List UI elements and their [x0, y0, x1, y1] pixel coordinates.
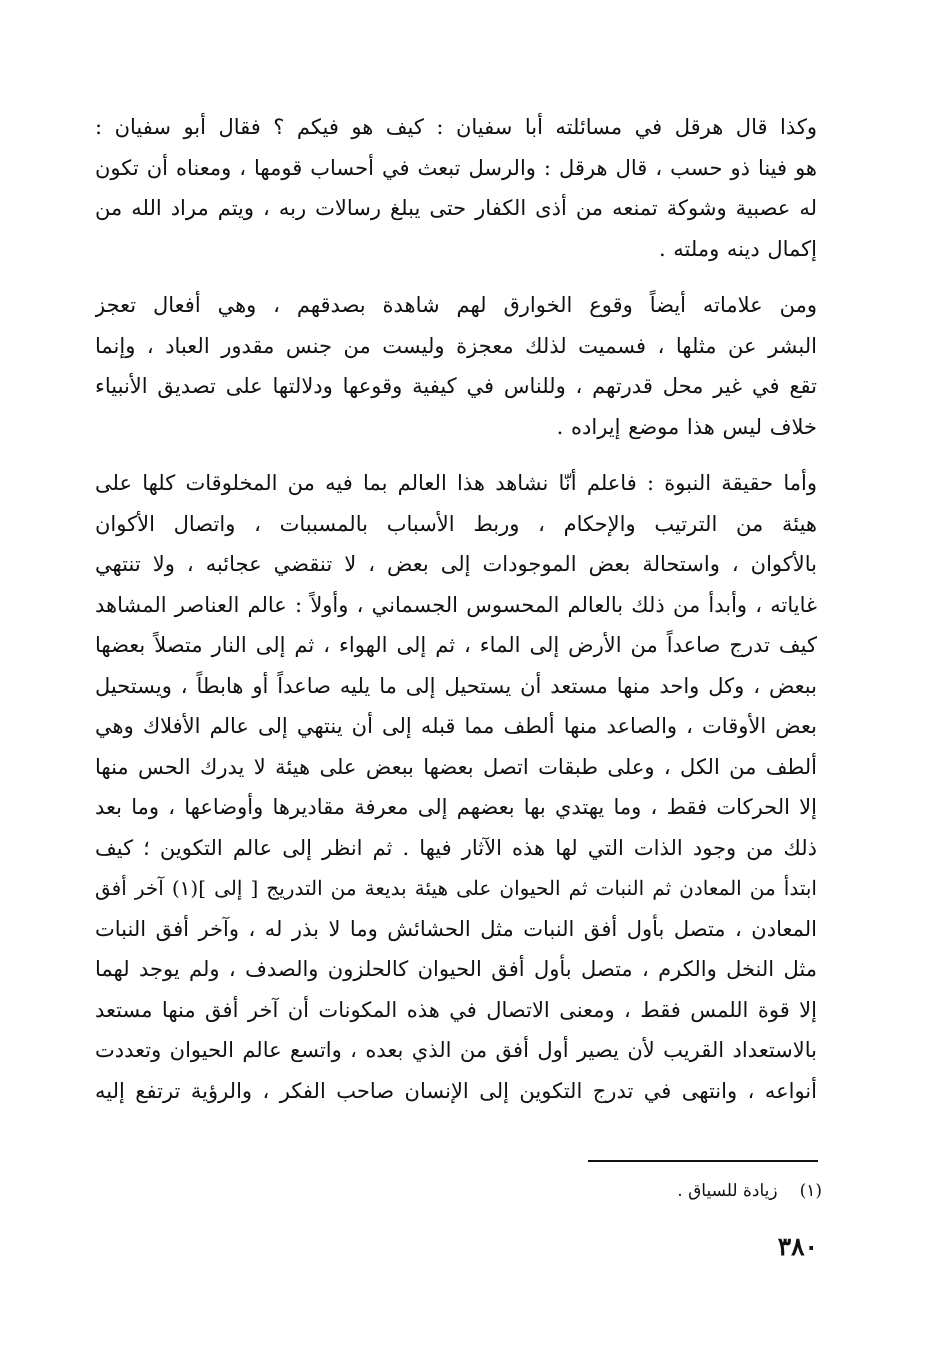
text-line: ابتدأ من المعادن ثم النبات ثم الحيوان على هيئة بديعة من التدريج [ إلى ](١) آخر أفق — [95, 876, 817, 900]
text-line: إلا قوة اللمس فقط ، ومعنى الاتصال في هذه المكونات أن آخر أفق منها مستعد — [95, 997, 817, 1022]
text-line: تقع في غير محل قدرتهم ، وللناس في كيفية وقوعها ودلالتها على تصديق الأنبياء — [95, 374, 817, 398]
text-line: البشر عن مثلها ، فسميت لذلك معجزة وليست من جنس مقدور العباد ، وإنما — [95, 333, 817, 358]
text-line: هيئة من الترتيب والإحكام ، وربط الأسباب بالمسببات ، واتصال الأكوان — [95, 511, 817, 536]
text-line: ذلك من وجود الذات التي لها هذه الآثار فيها . ثم انظر إلى عالم التكوين ؛ كيف — [95, 835, 817, 860]
text-line: مثل النخل والكرم ، متصل بأول أفق الحيوان كالحلزون والصدف ، ولم يوجد لهما — [95, 957, 817, 981]
text-line: بالأكوان ، واستحالة بعض الموجودات إلى بعض ، لا تنقضي عجائبه ، ولا تنتهي — [95, 552, 817, 576]
text-line: بالاستعداد القريب لأن يصير أول أفق من الذي بعده ، واتسع عالم الحيوان وتعددت — [95, 1038, 817, 1062]
text-line: ومن علاماته أيضاً وقوع الخوارق لهم شاهدة بصدقهم ، وهي أفعال تعجز — [95, 293, 817, 317]
text-line: غاياته ، وأبدأ من ذلك بالعالم المحسوس الجسماني ، وأولاً : عالم العناصر المشاهد — [95, 592, 817, 617]
text-line: وكذا قال هرقل في مسائلته أبا سفيان : كيف هو فيكم ؟ فقال أبو سفيان : — [95, 115, 817, 139]
footnote — [677, 1178, 822, 1204]
text-line: إكمال دينه وملته . — [658, 236, 817, 261]
paragraph-3 — [95, 463, 817, 1111]
text-line: وأما حقيقة النبوة : فاعلم أنّا نشاهد هذا العالم بما فيه من المخلوقات كلها على — [95, 471, 817, 495]
text-line: ألطف من الكل ، وعلى طبقات اتصل بعضها ببعض على هيئة لا يدرك الحس منها — [95, 754, 817, 779]
footnote-divider — [588, 1160, 818, 1162]
text-line: بعض الأوقات ، والصاعد منها ألطف مما قبله إلى أن ينتهي إلى عالم الأفلاك وهي — [95, 714, 817, 738]
paragraph-1 — [95, 107, 817, 269]
text-line: ببعض ، وكل واحد منها مستعد أن يستحيل إلى ما يليه صاعداً أو هابطاً ، ويستحيل — [95, 673, 817, 698]
text-line: المعادن ، متصل بأول أفق النبات مثل الحشائش وما لا بذر له ، وآخر أفق النبات — [95, 916, 817, 941]
text-line: كيف تدرج صاعداً من الأرض إلى الماء ، ثم إلى الهواء ، ثم إلى النار متصلاً بعضها — [95, 633, 817, 657]
text-line: إلا الحركات فقط ، وما يهتدي بها بعضهم إلى معرفة مقاديرها وأوضاعها ، وما بعد — [95, 795, 817, 819]
page-number: ٣٨٠ — [777, 1232, 818, 1261]
text-line: له عصبية وشوكة تمنعه من أذى الكفار حتى يبلغ رسالات ربه ، ويتم مراد الله من — [95, 196, 817, 220]
footnote-text: زيادة للسياق . — [677, 1181, 778, 1201]
text-line: أنواعه ، وانتهى في تدرج التكوين إلى الإنسان صاحب الفكر ، والرؤية ترتفع إليه — [95, 1078, 817, 1103]
text-line: خلاف ليس هذا موضع إيراده . — [556, 414, 817, 439]
paragraph-2 — [95, 285, 817, 447]
footnote-number: (١) — [799, 1181, 822, 1201]
text-line: هو فينا ذو حسب ، قال هرقل : والرسل تبعث في أحساب قومها ، ومعناه أن تكون — [95, 155, 817, 180]
